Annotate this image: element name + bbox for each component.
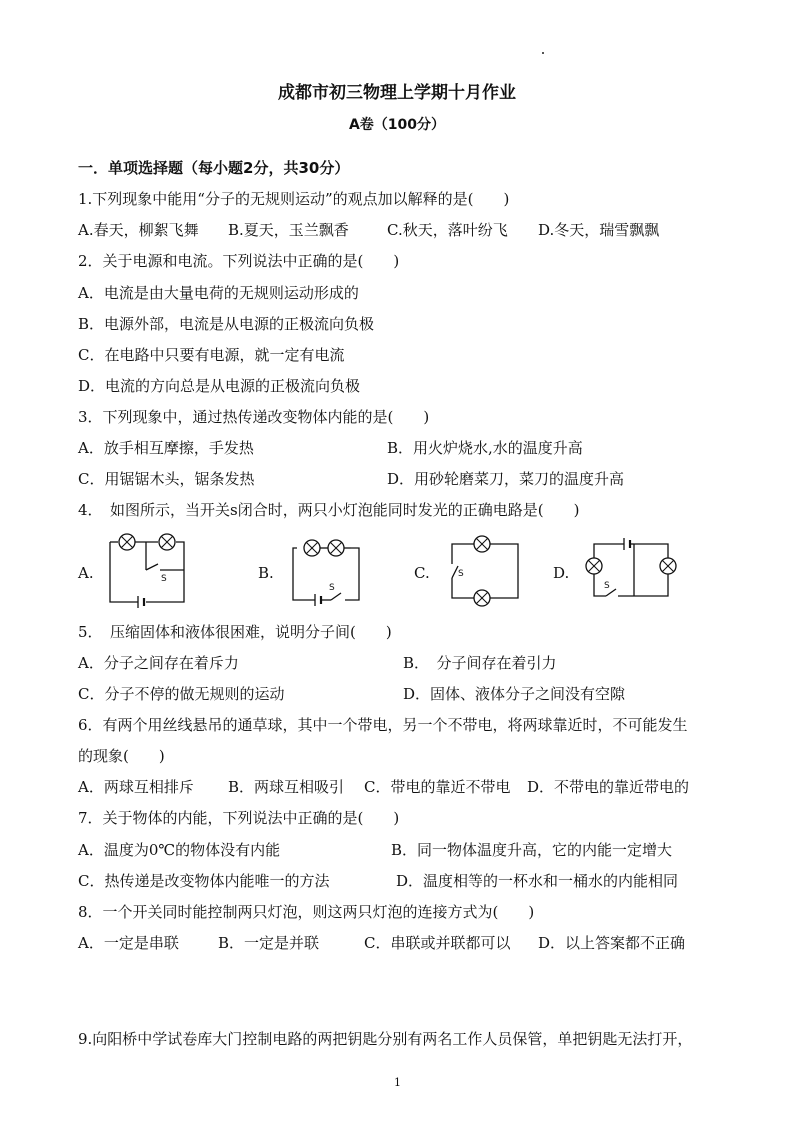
question-7-option-d: D．温度相等的一杯水和一桶水的内能相同 — [396, 872, 679, 890]
question-5-option-c: C．分子不停的做无规则的运动 — [78, 685, 285, 703]
question-5-option-a: A．分子之间存在着斥力 — [78, 654, 239, 672]
switch-label: S — [458, 569, 464, 579]
circuit-diagram-d — [584, 540, 680, 604]
question-4-option-b: B. — [258, 564, 274, 582]
question-3-option-d: D．用砂轮磨菜刀，菜刀的温度升高 — [387, 470, 625, 488]
question-3-option-b: B．用火炉烧水,水的温度升高 — [387, 439, 583, 457]
question-3-option-a: A．放手相互摩擦，手发热 — [78, 439, 254, 457]
question-8-stem: 8．一个开关同时能控制两只灯泡，则这两只灯泡的连接方式为( ) — [78, 903, 535, 921]
question-6-option-a: A．两球互相排斥 — [78, 778, 194, 796]
question-7-option-a: A．温度为0℃的物体没有内能 — [78, 841, 281, 859]
stray-dot — [542, 52, 544, 54]
page-number: 1 — [394, 1076, 401, 1089]
question-8-option-d: D．以上答案都不正确 — [538, 934, 686, 952]
question-1-option-c: C.秋天，落叶纷飞 — [387, 221, 508, 239]
question-9-stem: 9.向阳桥中学试卷库大门控制电路的两把钥匙分别有两名工作人员保管，单把钥匙无法打开， — [78, 1030, 693, 1048]
question-6-stem-line-1: 6．有两个用丝线悬吊的通草球，其中一个带电，另一个不带电，将两球靠近时，不可能发生 — [78, 716, 688, 734]
question-4-stem: 4． 如图所示，当开关s闭合时，两只小灯泡能同时发光的正确电路是( ) — [78, 501, 580, 519]
question-7-stem: 7．关于物体的内能，下列说法中正确的是( ) — [78, 809, 400, 827]
question-6-option-c: C．带电的靠近不带电 — [364, 778, 511, 796]
question-4-option-a: A. — [78, 564, 94, 582]
question-5-option-d: D．固体、液体分子之间没有空隙 — [403, 685, 626, 703]
question-2-stem: 2．关于电源和电流。下列说法中正确的是( ) — [78, 252, 400, 270]
question-6-stem-line-2: 的现象( ) — [78, 747, 165, 765]
question-6-option-b: B．两球互相吸引 — [228, 778, 345, 796]
switch-label: S — [329, 583, 335, 593]
question-8-option-c: C．串联或并联都可以 — [364, 934, 511, 952]
switch-icon — [146, 564, 158, 570]
question-1-option-b: B.夏天，玉兰飘香 — [228, 221, 349, 239]
question-7-option-c: C．热传递是改变物体内能唯一的方法 — [78, 872, 330, 890]
question-8-option-b: B．一定是并联 — [218, 934, 320, 952]
question-2-option-b: B．电源外部，电流是从电源的正极流向负极 — [78, 315, 375, 333]
question-4-option-c: C. — [414, 564, 430, 582]
question-2-option-a: A．电流是由大量电荷的无规则运动形成的 — [78, 284, 359, 302]
question-5-option-b: B． 分子间存在着引力 — [403, 654, 557, 672]
question-1-option-d: D.冬天，瑞雪飘飘 — [538, 221, 660, 239]
question-1-stem: 1.下列现象中能用“分子的无规则运动”的观点加以解释的是( ) — [78, 190, 510, 208]
question-8-option-a: A．一定是串联 — [78, 934, 179, 952]
switch-icon — [331, 593, 341, 600]
question-3-stem: 3．下列现象中，通过热传递改变物体内能的是( ) — [78, 408, 430, 426]
page-subtitle: A卷（100分） — [348, 117, 446, 133]
circuit-diagram-a — [108, 534, 188, 608]
question-5-stem: 5． 压缩固体和液体很困难，说明分子间( ) — [78, 623, 392, 641]
switch-label: S — [604, 581, 610, 591]
question-4-option-d: D. — [553, 564, 570, 582]
circuit-diagram-b — [291, 536, 363, 604]
question-7-option-b: B．同一物体温度升高，它的内能一定增大 — [391, 841, 673, 859]
section-heading: 一．单项选择题（每小题2分，共30分） — [78, 159, 350, 177]
question-3-option-c: C．用锯锯木头，锯条发热 — [78, 470, 255, 488]
question-2-option-d: D．电流的方向总是从电源的正极流向负极 — [78, 377, 361, 395]
question-2-option-c: C．在电路中只要有电源，就一定有电流 — [78, 346, 345, 364]
switch-label: S — [161, 574, 167, 584]
circuit-diagram-c — [448, 534, 522, 608]
question-1-option-a: A.春天，柳絮飞舞 — [78, 221, 199, 239]
page-title: 成都市初三物理上学期十月作业 — [278, 83, 516, 103]
question-6-option-d: D．不带电的靠近带电的 — [527, 778, 690, 796]
